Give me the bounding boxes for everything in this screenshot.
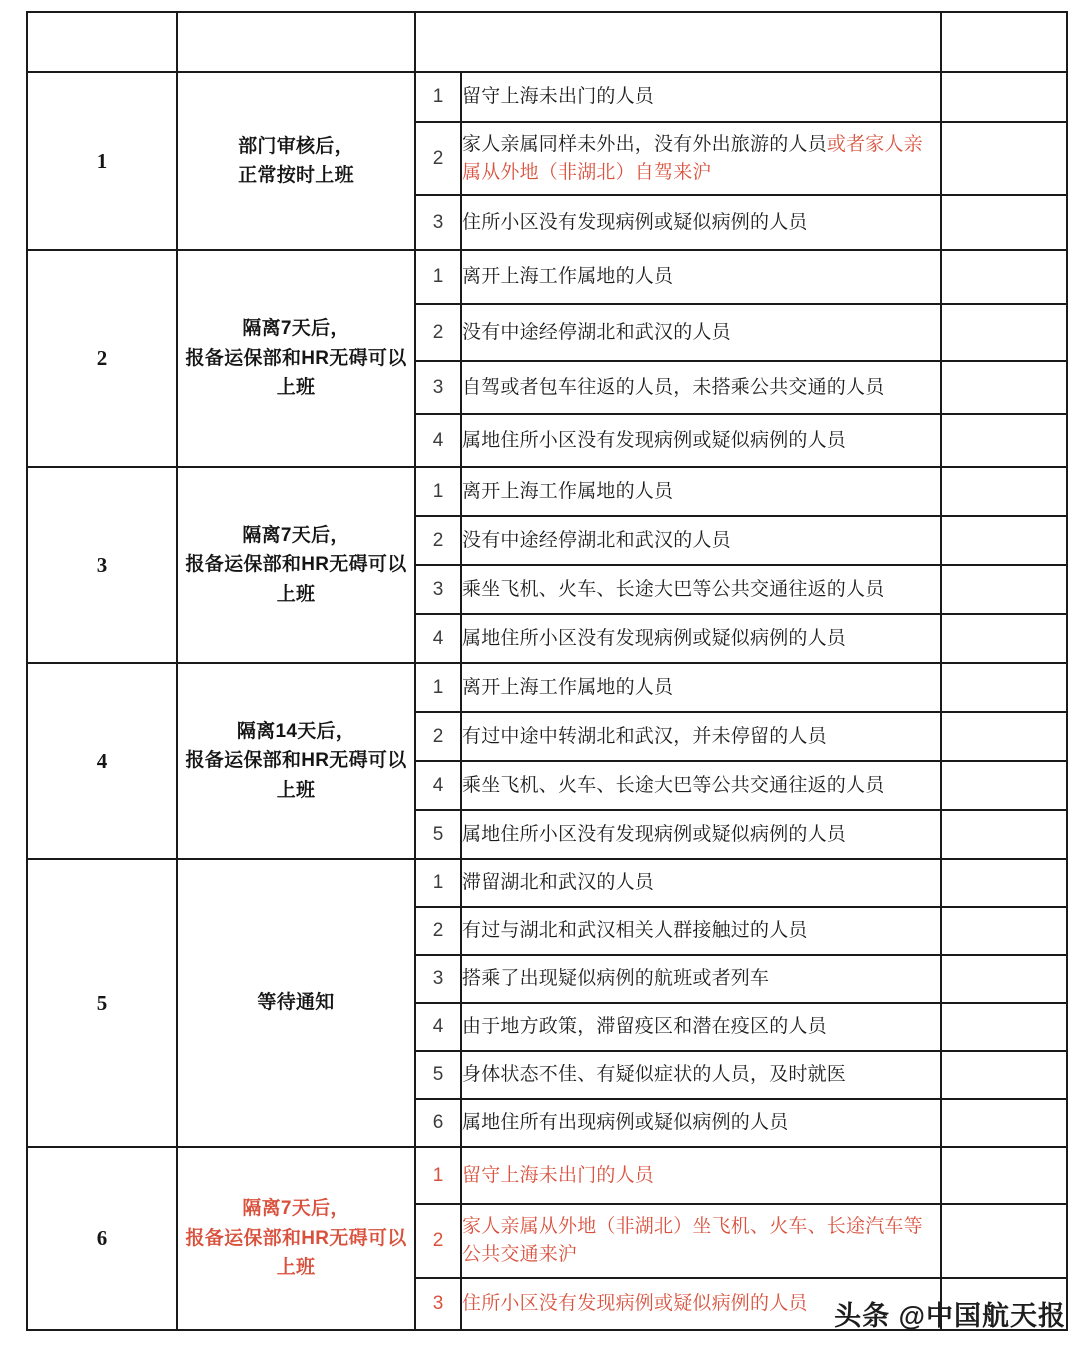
category-cell: 3: [27, 467, 177, 663]
condition-cell: 离开上海工作属地的人员: [461, 467, 941, 516]
condition-index-cell: 5: [415, 1051, 461, 1099]
note-cell[interactable]: [941, 1051, 1067, 1099]
note-cell[interactable]: [941, 72, 1067, 122]
condition-cell: 离开上海工作属地的人员: [461, 663, 941, 712]
condition-cell: 离开上海工作属地的人员: [461, 250, 941, 304]
measure-cell: 隔离7天后， 报备运保部和HR无碍可以 上班: [177, 250, 415, 467]
table-header: [27, 12, 1067, 72]
condition-index-cell: 3: [415, 1278, 461, 1330]
condition-index-cell: 4: [415, 1003, 461, 1051]
measure-cell: 等待通知: [177, 859, 415, 1147]
note-cell[interactable]: [941, 1204, 1067, 1278]
condition-index-cell: 4: [415, 614, 461, 663]
condition-cell: 有过与湖北和武汉相关人群接触过的人员: [461, 907, 941, 955]
condition-cell: 住所小区没有发现病例或疑似病例的人员: [461, 1278, 941, 1330]
condition-index-cell: 3: [415, 361, 461, 414]
note-cell[interactable]: [941, 761, 1067, 810]
note-cell[interactable]: [941, 614, 1067, 663]
note-cell[interactable]: [941, 122, 1067, 195]
condition-index-cell: 5: [415, 810, 461, 859]
condition-cell: 身体状态不佳、有疑似症状的人员，及时就医: [461, 1051, 941, 1099]
note-cell[interactable]: [941, 414, 1067, 467]
condition-cell: 搭乘了出现疑似病例的航班或者列车: [461, 955, 941, 1003]
condition-emphasis: 或者家人亲属从外地（非湖北）自驾来沪: [462, 133, 923, 183]
condition-index-cell: 6: [415, 1099, 461, 1147]
note-cell[interactable]: [941, 712, 1067, 761]
column-header-condition: 分类满足条件: [415, 12, 941, 72]
header-row: [27, 12, 1067, 72]
condition-index-cell: 1: [415, 250, 461, 304]
condition-index-cell: 1: [415, 859, 461, 907]
measure-cell: 隔离7天后， 报备运保部和HR无碍可以 上班: [177, 1147, 415, 1330]
condition-cell: 有过中途中转湖北和武汉，并未停留的人员: [461, 712, 941, 761]
classification-table: [26, 11, 1068, 1331]
condition-cell: 没有中途经停湖北和武汉的人员: [461, 304, 941, 361]
note-cell[interactable]: [941, 1099, 1067, 1147]
note-cell[interactable]: [941, 361, 1067, 414]
spreadsheet-sheet: [26, 11, 1066, 1331]
condition-cell: 属地住所小区没有发现病例或疑似病例的人员: [461, 810, 941, 859]
condition-index-cell: 3: [415, 955, 461, 1003]
condition-index-cell: 1: [415, 467, 461, 516]
table-row: [27, 1147, 1067, 1204]
category-cell: 5: [27, 859, 177, 1147]
note-cell[interactable]: [941, 304, 1067, 361]
category-cell: 2: [27, 250, 177, 467]
note-cell[interactable]: [941, 250, 1067, 304]
condition-index-cell: 4: [415, 414, 461, 467]
measure-cell: 部门审核后， 正常按时上班: [177, 72, 415, 250]
condition-index-cell: 4: [415, 761, 461, 810]
condition-cell: 没有中途经停湖北和武汉的人员: [461, 516, 941, 565]
condition-index-cell: 2: [415, 304, 461, 361]
condition-cell: 留守上海未出门的人员: [461, 1147, 941, 1204]
condition-cell: 家人亲属从外地（非湖北）坐飞机、火车、长途汽车等公共交通来沪: [461, 1204, 941, 1278]
note-cell[interactable]: [941, 1003, 1067, 1051]
note-cell[interactable]: [941, 663, 1067, 712]
table-row: [27, 859, 1067, 907]
condition-cell: 属地住所小区没有发现病例或疑似病例的人员: [461, 614, 941, 663]
condition-cell: 乘坐飞机、火车、长途大巴等公共交通往返的人员: [461, 565, 941, 614]
condition-index-cell: 2: [415, 516, 461, 565]
table-row: [27, 467, 1067, 516]
column-header-category: 人员类别: [27, 12, 177, 72]
condition-cell: 留守上海未出门的人员: [461, 72, 941, 122]
note-cell[interactable]: [941, 516, 1067, 565]
note-cell[interactable]: [941, 195, 1067, 250]
table-row: [27, 250, 1067, 304]
condition-index-cell: 3: [415, 195, 461, 250]
category-cell: 1: [27, 72, 177, 250]
category-cell: 6: [27, 1147, 177, 1330]
condition-cell: 自驾或者包车往返的人员，未搭乘公共交通的人员: [461, 361, 941, 414]
column-header-measure: 相关措施: [177, 12, 415, 72]
note-cell[interactable]: [941, 907, 1067, 955]
condition-cell: 住所小区没有发现病例或疑似病例的人员: [461, 195, 941, 250]
table-row: [27, 72, 1067, 122]
condition-index-cell: 2: [415, 712, 461, 761]
condition-cell: 属地住所小区没有发现病例或疑似病例的人员: [461, 414, 941, 467]
condition-cell: 家人亲属同样未外出，没有外出旅游的人员或者家人亲属从外地（非湖北）自驾来沪: [461, 122, 941, 195]
watermark-label: 头条 @中国航天报: [834, 1301, 1066, 1331]
condition-cell: 乘坐飞机、火车、长途大巴等公共交通往返的人员: [461, 761, 941, 810]
condition-index-cell: 1: [415, 1147, 461, 1204]
condition-index-cell: 2: [415, 122, 461, 195]
category-cell: 4: [27, 663, 177, 859]
note-cell[interactable]: [941, 810, 1067, 859]
condition-cell: 属地住所有出现病例或疑似病例的人员: [461, 1099, 941, 1147]
note-cell[interactable]: [941, 1278, 1067, 1330]
measure-cell: 隔离14天后， 报备运保部和HR无碍可以 上班: [177, 663, 415, 859]
table-body: [27, 72, 1067, 1330]
measure-cell: 隔离7天后， 报备运保部和HR无碍可以 上班: [177, 467, 415, 663]
condition-cell: 滞留湖北和武汉的人员: [461, 859, 941, 907]
condition-index-cell: 1: [415, 72, 461, 122]
note-cell[interactable]: [941, 859, 1067, 907]
column-header-note: 备注: [941, 12, 1067, 72]
condition-index-cell: 1: [415, 663, 461, 712]
condition-cell: 由于地方政策，滞留疫区和潜在疫区的人员: [461, 1003, 941, 1051]
note-cell[interactable]: [941, 1147, 1067, 1204]
note-cell[interactable]: [941, 565, 1067, 614]
note-cell[interactable]: [941, 955, 1067, 1003]
condition-index-cell: 3: [415, 565, 461, 614]
note-cell[interactable]: [941, 467, 1067, 516]
table-row: [27, 663, 1067, 712]
condition-index-cell: 2: [415, 907, 461, 955]
condition-index-cell: 2: [415, 1204, 461, 1278]
